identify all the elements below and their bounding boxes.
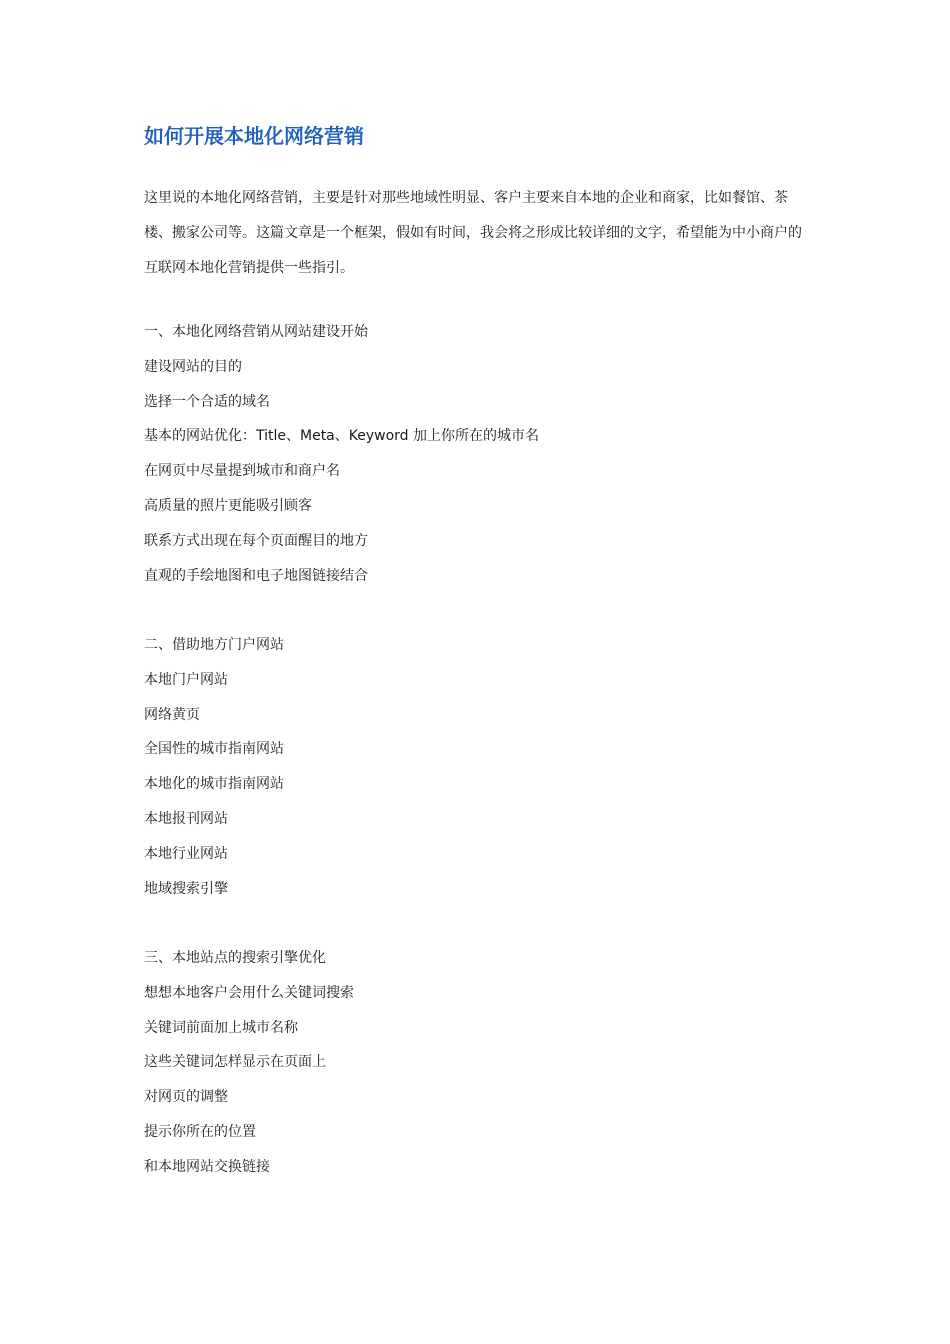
list-item: 高质量的照片更能吸引顾客: [144, 497, 312, 514]
list-item: 本地门户网站: [144, 671, 228, 688]
document-title: 如何开展本地化网络营销: [144, 124, 364, 148]
list-item: 本地行业网站: [144, 845, 228, 862]
section-heading: 二、借助地方门户网站: [144, 637, 284, 653]
list-item: 本地化的城市指南网站: [144, 776, 284, 793]
list-item: 全国性的城市指南网站: [144, 741, 284, 758]
section-heading: 一、本地化网络营销从网站建设开始: [144, 324, 368, 340]
section-local-seo: [144, 941, 809, 1185]
list-item: 基本的网站优化：Title、Meta、Keyword 加上你所在的城市名: [144, 428, 540, 445]
list-item: 对网页的调整: [144, 1089, 228, 1106]
list-item: 在网页中尽量提到城市和商户名: [144, 463, 340, 480]
section-heading: 三、本地站点的搜索引擎优化: [144, 950, 326, 966]
intro-paragraph: 这里说的本地化网络营销，主要是针对那些地域性明显、客户主要来自本地的企业和商家，比如餐馆、茶楼、搬家公司等。这篇文章是一个框架，假如有时间，我会将之形成比较详细的文字，希望能为中小商户的互联网本地化营销提供一些指引。: [144, 190, 802, 276]
list-item: 选择一个合适的域名: [144, 393, 270, 410]
list-item: 这些关键词怎样显示在页面上: [144, 1054, 326, 1071]
list-item: 联系方式出现在每个页面醒目的地方: [144, 532, 368, 549]
list-item: 网络黄页: [144, 706, 200, 723]
list-item: 地域搜索引擎: [144, 880, 228, 897]
list-item: 想想本地客户会用什么关键词搜索: [144, 984, 354, 1001]
list-item: 建设网站的目的: [144, 358, 242, 375]
list-item: 和本地网站交换链接: [144, 1158, 270, 1175]
list-item: 本地报刊网站: [144, 810, 228, 827]
list-item: 提示你所在的位置: [144, 1123, 256, 1140]
section-website-building: [144, 315, 809, 593]
list-item: 直观的手绘地图和电子地图链接结合: [144, 567, 368, 584]
section-local-portals: [144, 628, 809, 906]
list-item: 关键词前面加上城市名称: [144, 1019, 298, 1036]
